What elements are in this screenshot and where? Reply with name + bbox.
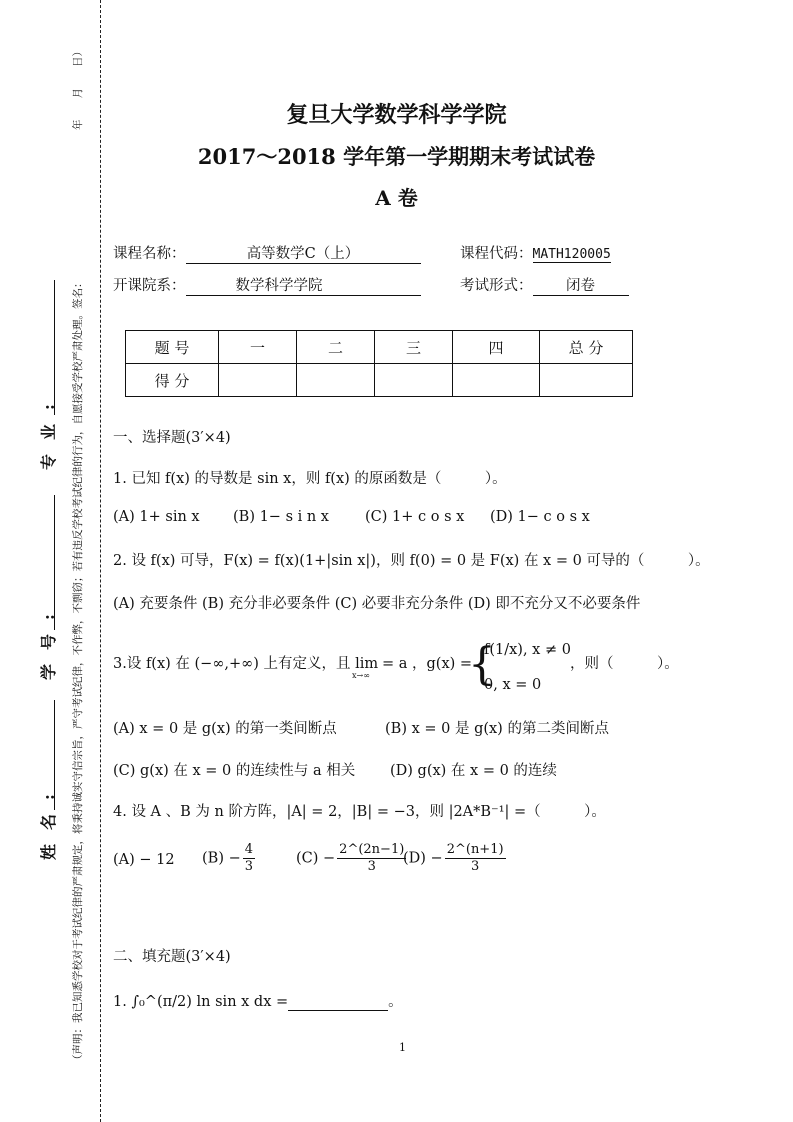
course-code-label: 课程代码： bbox=[460, 246, 533, 262]
fill-q1-text: 1. ∫₀^(π/2) ln sin x dx = bbox=[113, 994, 289, 1010]
q1-option-c: (C) 1+ c o s x bbox=[365, 509, 465, 525]
denominator: 3 bbox=[470, 859, 480, 874]
q4-option-d bbox=[403, 842, 508, 875]
q4-d-fraction bbox=[445, 842, 506, 875]
question-4: 4. 设 A 、B 为 n 阶方阵，|A| = 2，|B| = −3，则 |2A*B⁻¹| =（ ）。 bbox=[113, 804, 606, 820]
header-cell: 四 bbox=[453, 331, 540, 364]
question-1: 1. 已知 f(x) 的导数是 sin x，则 f(x) 的原函数是（ ）。 bbox=[113, 471, 507, 487]
dept-value bbox=[186, 274, 421, 296]
question-3-part2: = a ，g(x) = bbox=[382, 656, 473, 672]
fill-q1-blank[interactable] bbox=[288, 994, 388, 1011]
q3-brace: { bbox=[468, 639, 496, 690]
header-cell: 一 bbox=[219, 331, 297, 364]
exam-form-row bbox=[460, 274, 629, 296]
fill-question-1 bbox=[113, 990, 403, 1011]
title-term: 2017～2018 学年第一学期期末考试试卷 bbox=[197, 144, 596, 169]
header-cell: 总 分 bbox=[540, 331, 633, 364]
header-cell: 二 bbox=[297, 331, 375, 364]
question-3-part1: 3.设 f(x) 在 (−∞,+∞) 上有定义，且 lim bbox=[113, 656, 379, 672]
q3-option-d: (D) g(x) 在 x = 0 的连续 bbox=[390, 763, 557, 779]
exam-form-value: 闭卷 bbox=[533, 274, 629, 296]
denominator: 3 bbox=[367, 859, 376, 874]
q2-options: (A) 充要条件 (B) 充分非必要条件 (C) 必要非充分条件 (D) 即不充分又不必要条件 bbox=[113, 596, 641, 612]
name-label: 姓名: bbox=[39, 780, 58, 860]
q1-option-b: (B) 1− s i n x bbox=[233, 509, 329, 525]
course-code-row bbox=[460, 242, 611, 263]
q4-c-fraction bbox=[337, 842, 406, 875]
score-cell[interactable] bbox=[375, 364, 453, 397]
q4-b-fraction bbox=[243, 842, 255, 875]
course-name-label: 课程名称： bbox=[113, 246, 186, 262]
course-code-value: MATH120005 bbox=[532, 247, 611, 262]
page-number: 1 bbox=[399, 1041, 406, 1054]
q3-case-2: 0, x = 0 bbox=[484, 677, 542, 693]
q3-limit-subscript: x→∞ bbox=[352, 671, 370, 680]
q4-option-b bbox=[202, 842, 257, 875]
q1-option-a: (A) 1+ sin x bbox=[113, 509, 200, 525]
name-field-line[interactable] bbox=[54, 700, 55, 810]
header-cell: 题 号 bbox=[126, 331, 219, 364]
course-name-value: 高等数学C（上） bbox=[186, 242, 421, 264]
question-3-part3: ，则（ ）。 bbox=[570, 656, 679, 672]
exam-form-label: 考试形式： bbox=[460, 278, 533, 294]
q4-d-prefix: (D) − bbox=[403, 850, 443, 867]
score-table-header-row bbox=[126, 331, 633, 364]
score-table bbox=[125, 330, 633, 397]
signature-date: 年 月 日） bbox=[72, 46, 84, 130]
numerator: 2^(n+1) bbox=[446, 842, 504, 857]
denominator: 3 bbox=[244, 859, 254, 874]
title-paper: A 卷 bbox=[375, 186, 418, 210]
score-cell[interactable] bbox=[297, 364, 375, 397]
header-cell: 三 bbox=[375, 331, 453, 364]
q1-option-d: (D) 1− c o s x bbox=[490, 509, 590, 525]
integrity-statement: （声明：我已知悉学校对于考试纪律的严肃规定，将秉持诚实守信宗旨，严守考试纪律，不作弊，不剽窃；若有违反学校考试纪律的行为，自愿接受学校严肃处理。签名： bbox=[72, 277, 84, 1065]
dept-text: 数学科学学院 bbox=[235, 278, 323, 294]
score-cell[interactable] bbox=[540, 364, 633, 397]
question-2: 2. 设 f(x) 可导，F(x) = f(x)(1+|sin x|)，则 f(0) = 0 是 F(x) 在 x = 0 可导的（ ）。 bbox=[113, 553, 710, 569]
course-name-row bbox=[113, 242, 421, 264]
q4-option-c bbox=[296, 842, 408, 875]
row-label: 得 分 bbox=[126, 364, 219, 397]
student-id-label: 学号: bbox=[39, 600, 58, 680]
score-cell[interactable] bbox=[219, 364, 297, 397]
q3-option-c: (C) g(x) 在 x = 0 的连续性与 a 相关 bbox=[113, 763, 356, 779]
q3-case-1: f(1/x), x ≠ 0 bbox=[484, 642, 571, 658]
dept-label: 开课院系： bbox=[113, 278, 186, 294]
student-id-field-line[interactable] bbox=[54, 495, 55, 630]
q4-b-prefix: (B) − bbox=[202, 850, 241, 867]
fill-q1-end: 。 bbox=[388, 994, 403, 1010]
section2-title: 二、填充题(3′×4) bbox=[113, 949, 231, 965]
score-cell[interactable] bbox=[453, 364, 540, 397]
numerator: 4 bbox=[244, 842, 254, 857]
section1-title: 一、选择题(3′×4) bbox=[113, 430, 231, 446]
q3-option-a: (A) x = 0 是 g(x) 的第一类间断点 bbox=[113, 721, 337, 737]
dept-row bbox=[113, 274, 421, 296]
title-school: 复旦大学数学科学学院 bbox=[286, 102, 507, 128]
numerator: 2^(2n−1) bbox=[339, 842, 405, 857]
score-table-row bbox=[126, 364, 633, 397]
q4-option-a: (A) − 12 bbox=[113, 852, 175, 868]
major-label: 专业: bbox=[39, 390, 58, 470]
major-field-line[interactable] bbox=[54, 280, 55, 415]
q3-option-b: (B) x = 0 是 g(x) 的第二类间断点 bbox=[385, 721, 609, 737]
q4-c-prefix: (C) − bbox=[296, 850, 336, 867]
